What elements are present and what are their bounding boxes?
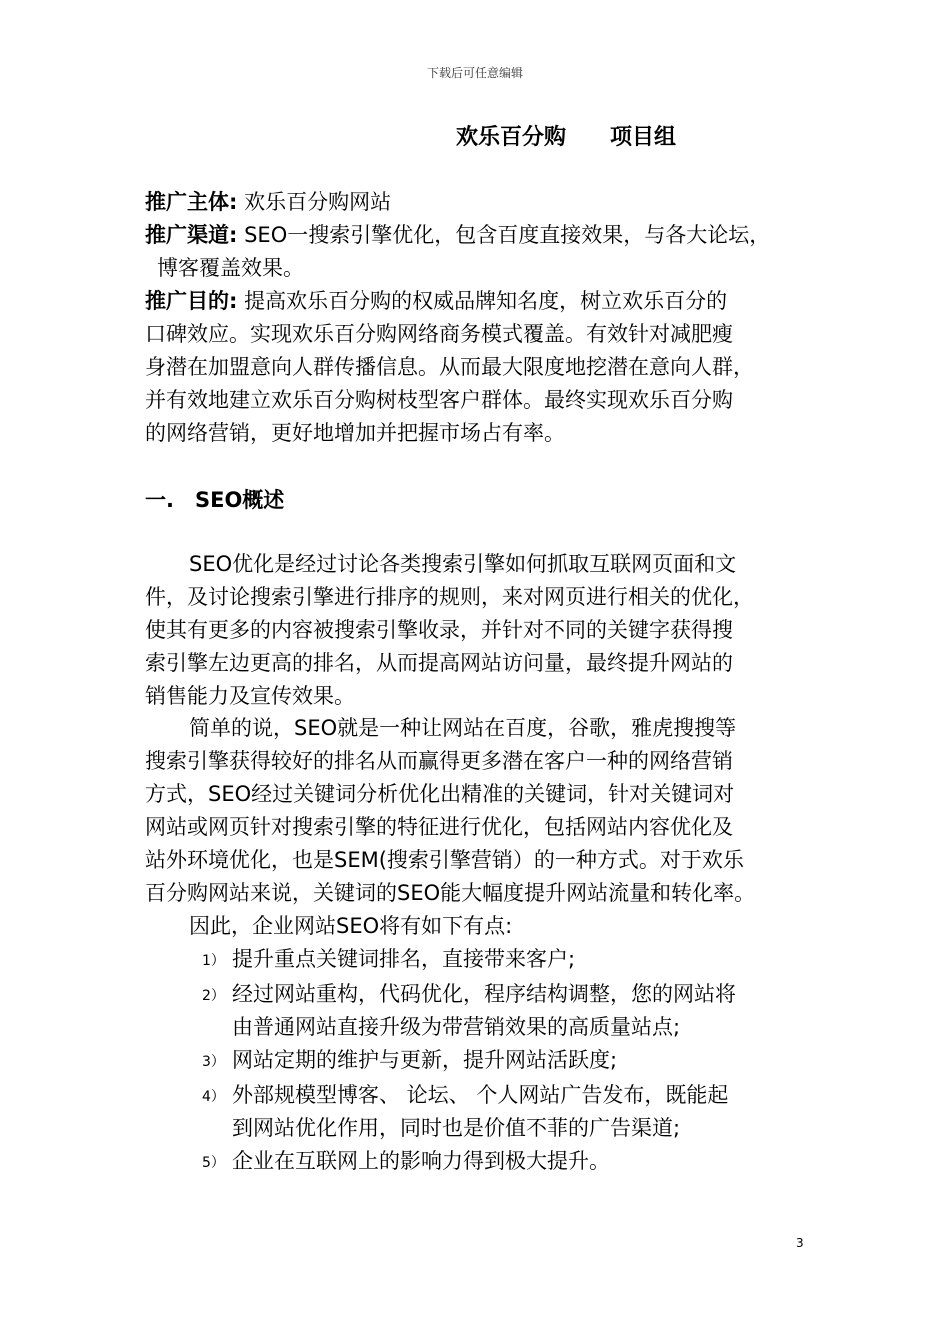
paragraph-1-line: 销售能力及宣传效果。	[145, 684, 355, 708]
list-item-text: 企业在互联网上的影响力得到极大提升。	[232, 1149, 610, 1173]
list-item	[202, 1079, 822, 1145]
list-item-text: 到网站优化作用，同时也是价值不菲的广告渠道;	[232, 1116, 681, 1140]
list-item-text: 网站定期的维护与更新，提升网站活跃度;	[232, 1048, 618, 1072]
paragraph-1-line: SEO优化是经过讨论各类搜索引擎如何抓取互联网页面和文	[189, 552, 737, 576]
paragraph-2-line: 方式，SEO经过关键词分析优化出精准的关键词，针对关键词对	[145, 782, 735, 806]
goal-row	[145, 285, 815, 318]
paragraph-2-line: 百分购网站来说，关键词的SEO能大幅度提升网站流量和转化率。	[145, 881, 756, 905]
list-item-number: 4）	[202, 1089, 225, 1105]
intro-block	[145, 186, 815, 450]
paragraph-2-line: 简单的说，SEO就是一种让网站在百度，谷歌，雅虎搜搜等	[189, 716, 737, 740]
goal-text-line1: 提高欢乐百分购的权威品牌知名度，树立欢乐百分的	[244, 289, 728, 313]
channel-text-line2: 博客覆盖效果。	[157, 256, 304, 280]
list-item-number: 5）	[202, 1155, 225, 1171]
list-item-number: 2）	[202, 988, 225, 1004]
paragraph-1	[145, 548, 815, 713]
goal-label: 推广目的:	[145, 289, 238, 313]
goal-text-line4: 并有效地建立欢乐百分购树枝型客户群体。最终实现欢乐百分购	[145, 388, 733, 412]
page-number: 3	[796, 1236, 804, 1250]
paragraph-2-line: 搜索引擎获得较好的排名从而赢得更多潜在客户一种的网络营销	[145, 749, 733, 773]
subject-text: 欢乐百分购网站	[244, 190, 392, 214]
channel-label: 推广渠道:	[145, 223, 238, 247]
goal-text-line2: 口碑效应。实现欢乐百分购网络商务模式覆盖。有效针对减肥瘦	[145, 322, 733, 346]
paragraph-1-line: 件，及讨论搜索引擎进行排序的规则，来对网页进行相关的优化，	[145, 585, 754, 609]
header-note: 下载后可任意编辑	[426, 66, 523, 80]
paragraph-3	[145, 910, 815, 943]
list-item-text: 外部规模型博客、 论坛、 个人网站广告发布，既能起	[232, 1083, 729, 1107]
list-item	[202, 978, 822, 1044]
paragraph-2	[145, 712, 815, 910]
list-item-text: 由普通网站直接升级为带营销效果的高质量站点;	[232, 1015, 681, 1039]
paragraph-2-line: 站外环境优化，也是SEM(搜索引擎营销）的一种方式。对于欢乐	[145, 848, 744, 872]
list-item	[202, 943, 822, 978]
goal-text-line3: 身潜在加盟意向人群传播信息。从而最大限度地挖潜在意向人群，	[145, 355, 754, 379]
paragraph-2-line: 网站或网页针对搜索引擎的特征进行优化，包括网站内容优化及	[145, 815, 733, 839]
paragraph-1-line: 索引擎左边更高的排名，从而提高网站访问量，最终提升网站的	[145, 651, 733, 675]
goal-text-line5: 的网络营销，更好地增加并把握市场占有率。	[145, 421, 565, 445]
paragraph-3-line: 因此，企业网站SEO将有如下有点:	[189, 914, 513, 938]
document-title: 欢乐百分购 项目组	[456, 125, 677, 150]
section-heading-seo-overview: 一. SEO概述	[145, 488, 285, 512]
list-item	[202, 1044, 822, 1079]
advantages-list	[202, 943, 822, 1180]
channel-row	[145, 219, 815, 252]
list-item-text: 提升重点关键词排名，直接带来客户;	[232, 947, 576, 971]
channel-text-line1: SEO一搜索引擎优化，包含百度直接效果，与各大论坛，	[244, 223, 771, 247]
list-item-number: 1）	[202, 953, 225, 969]
list-item	[202, 1145, 822, 1180]
subject-row	[145, 186, 815, 219]
list-item-text: 经过网站重构，代码优化，程序结构调整，您的网站将	[232, 982, 736, 1006]
paragraph-1-line: 使其有更多的内容被搜索引擎收录，并针对不同的关键字获得搜	[145, 618, 733, 642]
subject-label: 推广主体:	[145, 190, 238, 214]
list-item-number: 3）	[202, 1054, 225, 1070]
